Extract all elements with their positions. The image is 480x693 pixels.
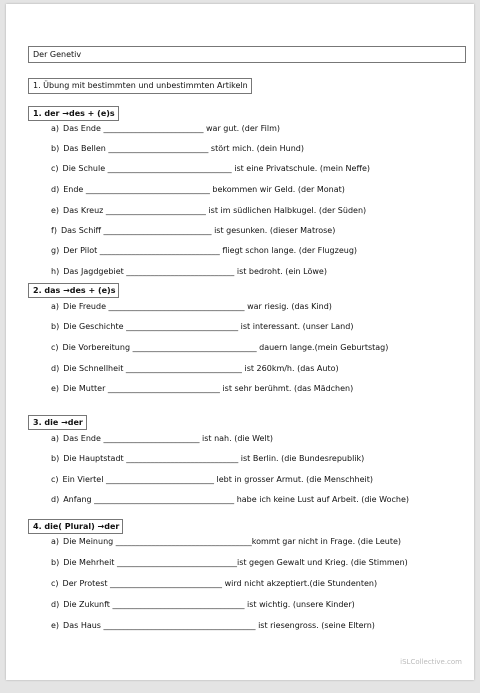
list-item: f) Das Schiff ___________________________ ist gesunken. (dieser Matrose) xyxy=(51,226,336,235)
section-heading-4: 4. die( Plural) →der xyxy=(28,519,123,534)
list-item: c) Der Protest ____________________________ wird nicht akzeptiert.(die Stundenten) xyxy=(51,579,378,588)
section-heading-3: 3. die →der xyxy=(28,415,87,430)
list-item: e) Das Haus ______________________________________ ist riesengross. (seine Eltern) xyxy=(51,621,375,630)
list-item: a) Die Freude __________________________________ war riesig. (das Kind) xyxy=(51,302,332,311)
list-item: d) Anfang ___________________________________ habe ich keine Lust auf Arbeit. (die Woche) xyxy=(51,495,409,504)
worksheet-page xyxy=(6,4,474,680)
list-item: e) Das Kreuz _________________________ ist im südlichen Halbkugel. (der Süden) xyxy=(51,206,367,215)
list-item: h) Das Jagdgebiet ___________________________ ist bedroht. (ein Löwe) xyxy=(51,267,327,276)
list-item: c) Ein Viertel ___________________________ lebt in grosser Armut. (die Menschheit) xyxy=(51,475,374,484)
section-heading-2: 2. das →des + (e)s xyxy=(28,283,119,298)
list-item: c) Die Schule _______________________________ ist eine Privatschule. (mein Neffe) xyxy=(51,164,371,173)
list-item: b) Die Geschichte ____________________________ ist interessant. (unser Land) xyxy=(51,322,354,331)
list-item: a) Das Ende _________________________ war gut. (der Film) xyxy=(51,124,280,133)
watermark-footer: iSLCollective.com xyxy=(400,658,462,666)
list-item: d) Die Schnellheit _____________________________ ist 260km/h. (das Auto) xyxy=(51,364,339,373)
list-item: c) Die Vorbereitung _______________________________ dauern lange.(mein Geburtstag) xyxy=(51,343,389,352)
exercise-subtitle: 1. Übung mit bestimmten und unbestimmten Artikeln xyxy=(28,78,252,94)
list-item: d) Ende _______________________________ bekommen wir Geld. (der Monat) xyxy=(51,185,345,194)
list-item: b) Das Bellen _________________________ stört mich. (dein Hund) xyxy=(51,144,304,153)
list-item: a) Die Meinung __________________________________kommt gar nicht in Frage. (die Leute) xyxy=(51,537,402,546)
list-item: d) Die Zukunft _________________________________ ist wichtig. (unsere Kinder) xyxy=(51,600,355,609)
list-item: e) Die Mutter ____________________________ ist sehr berühmt. (das Mädchen) xyxy=(51,384,354,393)
page-title: Der Genetiv xyxy=(28,46,466,63)
section-heading-1: 1. der →des + (e)s xyxy=(28,106,119,121)
list-item: a) Das Ende ________________________ ist nah. (die Welt) xyxy=(51,434,273,443)
list-item: b) Die Mehrheit ______________________________ist gegen Gewalt und Krieg. (die Stimmen) xyxy=(51,558,408,567)
list-item: g) Der Pilot ______________________________ fliegt schon lange. (der Flugzeug) xyxy=(51,246,358,255)
list-item: b) Die Hauptstadt ____________________________ ist Berlin. (die Bundesrepublik) xyxy=(51,454,365,463)
